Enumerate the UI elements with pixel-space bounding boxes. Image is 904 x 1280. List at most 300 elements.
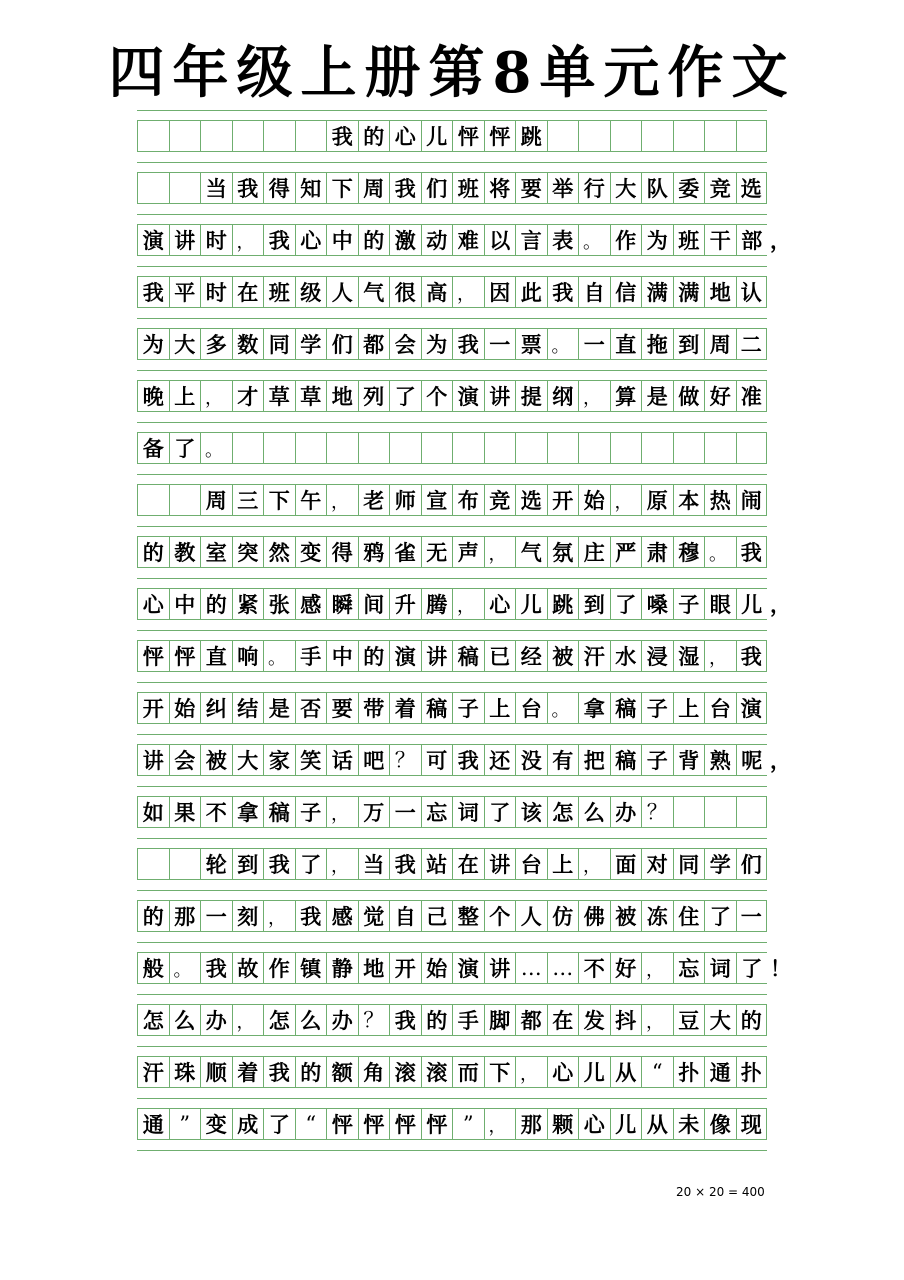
grid-cell: 班 xyxy=(263,277,295,307)
grid-cell: 被 xyxy=(610,901,642,931)
grid-cell xyxy=(704,797,736,827)
grid-cell: 激 xyxy=(389,225,421,255)
grid-cell: 周 xyxy=(704,329,736,359)
grid-cell: 我 xyxy=(263,1057,295,1087)
grid-cell: 我 xyxy=(200,953,232,983)
grid-cell: 心 xyxy=(578,1109,610,1139)
grid-cell: 的 xyxy=(421,1005,453,1035)
grid-cell: 上 xyxy=(673,693,705,723)
grid-cell: 鸦 xyxy=(358,537,390,567)
grid-cell: 镇 xyxy=(295,953,327,983)
grid-cell: 。 xyxy=(704,537,736,567)
grid-cell: 地 xyxy=(326,381,358,411)
grid-cell: 拿 xyxy=(232,797,264,827)
grid-cell: ” xyxy=(452,1109,484,1139)
grid-cell xyxy=(326,433,358,463)
grid-cell: 的 xyxy=(736,1005,768,1035)
grid-cell: 感 xyxy=(295,589,327,619)
grid-cell xyxy=(704,121,736,151)
essay-line xyxy=(137,380,767,412)
grid-cell: 子 xyxy=(295,797,327,827)
grid-cell: 草 xyxy=(263,381,295,411)
grid-cell: 气 xyxy=(358,277,390,307)
grid-cell xyxy=(232,433,264,463)
grid-cell: 满 xyxy=(641,277,673,307)
grid-cell: 班 xyxy=(452,173,484,203)
grid-cell: 动 xyxy=(421,225,453,255)
grid-cell: 行 xyxy=(578,173,610,203)
grid-cell: 面 xyxy=(610,849,642,879)
composition-grid-paper xyxy=(137,110,791,1170)
essay-line xyxy=(137,328,767,360)
grid-cell: 扑 xyxy=(673,1057,705,1087)
grid-cell: ” xyxy=(169,1109,201,1139)
grid-cell: ， xyxy=(484,537,516,567)
grid-cell: 得 xyxy=(326,537,358,567)
grid-cell: 举 xyxy=(547,173,579,203)
grid-cell xyxy=(169,121,201,151)
grid-gap-line xyxy=(137,318,767,319)
grid-cell: 晚 xyxy=(137,381,169,411)
grid-cell: 中 xyxy=(326,641,358,671)
grid-gap-line xyxy=(137,214,767,215)
grid-cell: 雀 xyxy=(389,537,421,567)
grid-cell: 通 xyxy=(137,1109,169,1139)
margin-punctuation: ， xyxy=(770,228,791,253)
grid-cell: 儿 xyxy=(736,589,768,619)
grid-cell: 子 xyxy=(641,745,673,775)
grid-cell: 角 xyxy=(358,1057,390,1087)
grid-cell: 稿 xyxy=(421,693,453,723)
grid-cell: 着 xyxy=(232,1057,264,1087)
grid-cell: ？ xyxy=(641,797,673,827)
grid-cell: 我 xyxy=(232,173,264,203)
grid-cell: 办 xyxy=(326,1005,358,1035)
grid-cell: 中 xyxy=(169,589,201,619)
grid-cell: 在 xyxy=(232,277,264,307)
grid-cell xyxy=(232,121,264,151)
essay-line xyxy=(137,588,791,620)
essay-line xyxy=(137,848,767,880)
essay-line xyxy=(137,1108,767,1140)
grid-cell: 像 xyxy=(704,1109,736,1139)
grid-cell: 布 xyxy=(452,485,484,515)
grid-cell: 呢 xyxy=(736,745,768,775)
grid-cell: 了 xyxy=(736,953,768,983)
grid-cell: 演 xyxy=(452,381,484,411)
grid-cell: 心 xyxy=(547,1057,579,1087)
grid-cell: 在 xyxy=(452,849,484,879)
grid-cell: 从 xyxy=(641,1109,673,1139)
grid-cell: 声 xyxy=(452,537,484,567)
grid-cell: 讲 xyxy=(421,641,453,671)
grid-cell xyxy=(137,849,169,879)
grid-cell: 我 xyxy=(452,329,484,359)
grid-cell: 笑 xyxy=(295,745,327,775)
grid-cell: 对 xyxy=(641,849,673,879)
grid-cell: 大 xyxy=(169,329,201,359)
grid-cell: 我 xyxy=(295,901,327,931)
grid-cell: 了 xyxy=(484,797,516,827)
grid-cell: 人 xyxy=(326,277,358,307)
grid-cell: 作 xyxy=(263,953,295,983)
grid-cell: 感 xyxy=(326,901,358,931)
grid-cell: 是 xyxy=(263,693,295,723)
grid-cell xyxy=(515,433,547,463)
grid-gap-line xyxy=(137,1046,767,1047)
grid-cell: 。 xyxy=(578,225,610,255)
grid-cell: 好 xyxy=(704,381,736,411)
grid-cell: 怎 xyxy=(263,1005,295,1035)
grid-cell: 此 xyxy=(515,277,547,307)
grid-cell xyxy=(263,121,295,151)
essay-line xyxy=(137,952,791,984)
grid-cell: ， xyxy=(232,1005,264,1035)
grid-cell: 无 xyxy=(421,537,453,567)
grid-cell: 们 xyxy=(421,173,453,203)
grid-cell: 我 xyxy=(263,849,295,879)
grid-cell: 怦 xyxy=(169,641,201,671)
grid-cell: 结 xyxy=(232,693,264,723)
grid-cell: 的 xyxy=(295,1057,327,1087)
grid-cell: 讲 xyxy=(137,745,169,775)
grid-cell: 纲 xyxy=(547,381,579,411)
grid-cell: 有 xyxy=(547,745,579,775)
grid-cell: ， xyxy=(452,589,484,619)
grid-cell: 本 xyxy=(673,485,705,515)
grid-cell xyxy=(137,121,169,151)
grid-cell: 台 xyxy=(515,849,547,879)
grid-cell: 平 xyxy=(169,277,201,307)
grid-cell: 级 xyxy=(295,277,327,307)
grid-cell xyxy=(137,173,169,203)
grid-cell: 学 xyxy=(295,329,327,359)
grid-cell: 讲 xyxy=(484,849,516,879)
grid-cell: 直 xyxy=(610,329,642,359)
grid-cell: 经 xyxy=(515,641,547,671)
grid-cell: 万 xyxy=(358,797,390,827)
grid-cell: 还 xyxy=(484,745,516,775)
grid-cell: 都 xyxy=(358,329,390,359)
grid-cell: 为 xyxy=(421,329,453,359)
grid-cell: 到 xyxy=(578,589,610,619)
grid-cell: 豆 xyxy=(673,1005,705,1035)
page-title: 四年级上册第8单元作文 xyxy=(108,40,796,106)
grid-cell: 三 xyxy=(232,485,264,515)
essay-line xyxy=(137,536,767,568)
grid-cell: 的 xyxy=(137,537,169,567)
grid-cell: 以 xyxy=(484,225,516,255)
grid-cell: 张 xyxy=(263,589,295,619)
grid-cell: 周 xyxy=(358,173,390,203)
grid-cell: 氛 xyxy=(547,537,579,567)
grid-cell: 我 xyxy=(263,225,295,255)
grid-cell: 未 xyxy=(673,1109,705,1139)
grid-cell: 始 xyxy=(169,693,201,723)
grid-cell: 可 xyxy=(421,745,453,775)
grid-cell: 升 xyxy=(389,589,421,619)
grid-cell: 额 xyxy=(326,1057,358,1087)
grid-cell: 眼 xyxy=(704,589,736,619)
grid-cell: 大 xyxy=(704,1005,736,1035)
grid-cell: 知 xyxy=(295,173,327,203)
grid-cell xyxy=(736,433,768,463)
grid-cell: 肃 xyxy=(641,537,673,567)
grid-cell xyxy=(169,485,201,515)
grid-cell: 水 xyxy=(610,641,642,671)
grid-cell: 表 xyxy=(547,225,579,255)
grid-cell: 冻 xyxy=(641,901,673,931)
grid-cell: 我 xyxy=(736,641,768,671)
grid-cell: 们 xyxy=(326,329,358,359)
grid-cell xyxy=(137,485,169,515)
grid-cell: 准 xyxy=(736,381,768,411)
grid-cell: 的 xyxy=(137,901,169,931)
grid-cell: 地 xyxy=(704,277,736,307)
grid-cell: 做 xyxy=(673,381,705,411)
grid-cell: 子 xyxy=(641,693,673,723)
grid-cell: 忘 xyxy=(673,953,705,983)
grid-cell: 紧 xyxy=(232,589,264,619)
grid-cell: 浸 xyxy=(641,641,673,671)
grid-cell: 时 xyxy=(200,277,232,307)
grid-gap-line xyxy=(137,1150,767,1151)
grid-cell: 怦 xyxy=(484,121,516,151)
grid-cell: 个 xyxy=(484,901,516,931)
grid-cell: ， xyxy=(578,849,610,879)
grid-cell: 上 xyxy=(169,381,201,411)
grid-cell xyxy=(641,433,673,463)
grid-cell: 干 xyxy=(704,225,736,255)
grid-cell: 我 xyxy=(736,537,768,567)
grid-gap-line xyxy=(137,578,767,579)
grid-cell: 响 xyxy=(232,641,264,671)
grid-cell: 嗓 xyxy=(641,589,673,619)
grid-cell: 午 xyxy=(295,485,327,515)
grid-cell xyxy=(169,849,201,879)
grid-cell: “ xyxy=(641,1057,673,1087)
grid-gap-line xyxy=(137,786,767,787)
grid-cell: 湿 xyxy=(673,641,705,671)
grid-cell: 列 xyxy=(358,381,390,411)
grid-gap-line xyxy=(137,422,767,423)
grid-cell: 站 xyxy=(421,849,453,879)
grid-cell: ， xyxy=(704,641,736,671)
grid-cell xyxy=(421,433,453,463)
grid-cell: 手 xyxy=(295,641,327,671)
grid-cell: 稿 xyxy=(610,693,642,723)
grid-cell: 一 xyxy=(736,901,768,931)
grid-cell: 手 xyxy=(452,1005,484,1035)
grid-cell: 学 xyxy=(704,849,736,879)
grid-cell: 会 xyxy=(169,745,201,775)
grid-cell: 汗 xyxy=(578,641,610,671)
grid-cell: 选 xyxy=(736,173,768,203)
grid-gap-line xyxy=(137,994,767,995)
grid-cell: 会 xyxy=(389,329,421,359)
grid-cell: 子 xyxy=(673,589,705,619)
grid-cell: 办 xyxy=(610,797,642,827)
grid-cell: 庄 xyxy=(578,537,610,567)
essay-title-row xyxy=(137,120,767,152)
grid-gap-line xyxy=(137,370,767,371)
grid-cell: 室 xyxy=(200,537,232,567)
grid-cell xyxy=(736,797,768,827)
grid-cell: 备 xyxy=(137,433,169,463)
grid-cell: 台 xyxy=(515,693,547,723)
grid-cell: 了 xyxy=(389,381,421,411)
grid-cell: 仿 xyxy=(547,901,579,931)
grid-cell: 算 xyxy=(610,381,642,411)
grid-cell: 都 xyxy=(515,1005,547,1035)
grid-cell: 队 xyxy=(641,173,673,203)
grid-cell: 二 xyxy=(736,329,768,359)
grid-cell: 票 xyxy=(515,329,547,359)
essay-line xyxy=(137,224,791,256)
grid-gap-line xyxy=(137,162,767,163)
grid-cell xyxy=(641,121,673,151)
grid-cell: 严 xyxy=(610,537,642,567)
grid-cell: 心 xyxy=(484,589,516,619)
grid-cell: 汗 xyxy=(137,1057,169,1087)
grid-cell xyxy=(547,433,579,463)
grid-cell: 心 xyxy=(137,589,169,619)
grid-gap-line xyxy=(137,1098,767,1099)
grid-cell: 那 xyxy=(169,901,201,931)
grid-gap-line xyxy=(137,734,767,735)
essay-line xyxy=(137,432,767,464)
grid-cell: 心 xyxy=(295,225,327,255)
grid-cell: 儿 xyxy=(610,1109,642,1139)
grid-cell: 怦 xyxy=(421,1109,453,1139)
grid-cell: 的 xyxy=(358,121,390,151)
grid-cell: ， xyxy=(326,485,358,515)
grid-cell: 我 xyxy=(389,1005,421,1035)
grid-cell: 。 xyxy=(547,693,579,723)
grid-cell xyxy=(704,433,736,463)
grid-cell: 怎 xyxy=(137,1005,169,1035)
grid-cell: 怦 xyxy=(137,641,169,671)
grid-cell: 么 xyxy=(169,1005,201,1035)
grid-cell: 在 xyxy=(547,1005,579,1035)
grid-cell: ， xyxy=(484,1109,516,1139)
grid-cell: 了 xyxy=(169,433,201,463)
grid-cell: 讲 xyxy=(484,381,516,411)
grid-cell: 热 xyxy=(704,485,736,515)
grid-cell: 发 xyxy=(578,1005,610,1035)
grid-gap-line xyxy=(137,838,767,839)
grid-cell: 现 xyxy=(736,1109,768,1139)
grid-cell: 间 xyxy=(358,589,390,619)
grid-cell: 宣 xyxy=(421,485,453,515)
grid-cell: 很 xyxy=(389,277,421,307)
grid-cell: 忘 xyxy=(421,797,453,827)
grid-cell: 一 xyxy=(578,329,610,359)
grid-cell: 演 xyxy=(137,225,169,255)
grid-cell xyxy=(673,797,705,827)
grid-cell: 故 xyxy=(232,953,264,983)
grid-cell: 办 xyxy=(200,1005,232,1035)
grid-cell: 儿 xyxy=(421,121,453,151)
grid-cell: 儿 xyxy=(578,1057,610,1087)
grid-cell: 了 xyxy=(610,589,642,619)
grid-cell: 要 xyxy=(326,693,358,723)
grid-cell: 儿 xyxy=(515,589,547,619)
grid-cell: 果 xyxy=(169,797,201,827)
grid-cell: 下 xyxy=(263,485,295,515)
margin-punctuation: ， xyxy=(770,592,791,617)
grid-cell: ， xyxy=(232,225,264,255)
essay-line xyxy=(137,1056,767,1088)
essay-line xyxy=(137,276,767,308)
grid-cell: 下 xyxy=(326,173,358,203)
grid-cell: 的 xyxy=(358,641,390,671)
grid-cell: 我 xyxy=(452,745,484,775)
grid-cell: 选 xyxy=(515,485,547,515)
grid-cell: 我 xyxy=(389,849,421,879)
grid-cell: 始 xyxy=(578,485,610,515)
grid-cell: ， xyxy=(515,1057,547,1087)
grid-cell: 难 xyxy=(452,225,484,255)
grid-cell: 了 xyxy=(295,849,327,879)
grid-cell: 把 xyxy=(578,745,610,775)
grid-cell: 稿 xyxy=(452,641,484,671)
grid-cell: 竞 xyxy=(704,173,736,203)
grid-cell: 大 xyxy=(232,745,264,775)
grid-cell: 如 xyxy=(137,797,169,827)
grid-cell: 竞 xyxy=(484,485,516,515)
grid-cell: 整 xyxy=(452,901,484,931)
grid-cell: 跳 xyxy=(515,121,547,151)
margin-punctuation: ！ xyxy=(770,956,791,981)
grid-cell: 才 xyxy=(232,381,264,411)
grid-cell: 时 xyxy=(200,225,232,255)
grid-cell: 心 xyxy=(389,121,421,151)
grid-cell: 原 xyxy=(641,485,673,515)
grid-cell: 被 xyxy=(547,641,579,671)
grid-cell: 多 xyxy=(200,329,232,359)
essay-line xyxy=(137,640,767,672)
grid-cell: 的 xyxy=(200,589,232,619)
grid-cell: 得 xyxy=(263,173,295,203)
grid-cell: 一 xyxy=(200,901,232,931)
grid-cell: … xyxy=(547,953,579,983)
grid-cell: 师 xyxy=(389,485,421,515)
grid-cell: 该 xyxy=(515,797,547,827)
grid-cell: 一 xyxy=(484,329,516,359)
grid-cell: 没 xyxy=(515,745,547,775)
grid-cell: 怎 xyxy=(547,797,579,827)
grid-cell: 中 xyxy=(326,225,358,255)
grid-cell: 么 xyxy=(578,797,610,827)
grid-cell: 怦 xyxy=(452,121,484,151)
grid-cell: 家 xyxy=(263,745,295,775)
grid-cell: 满 xyxy=(673,277,705,307)
grid-cell: 己 xyxy=(421,901,453,931)
grid-cell: 提 xyxy=(515,381,547,411)
grid-cell xyxy=(610,433,642,463)
grid-cell: 们 xyxy=(736,849,768,879)
grid-cell: 为 xyxy=(137,329,169,359)
grid-cell: 不 xyxy=(200,797,232,827)
grid-cell: 话 xyxy=(326,745,358,775)
grid-cell xyxy=(484,433,516,463)
grid-cell: 带 xyxy=(358,693,390,723)
essay-line xyxy=(137,1004,767,1036)
essay-line xyxy=(137,796,767,828)
grid-cell: 为 xyxy=(641,225,673,255)
grid-cell: 词 xyxy=(704,953,736,983)
